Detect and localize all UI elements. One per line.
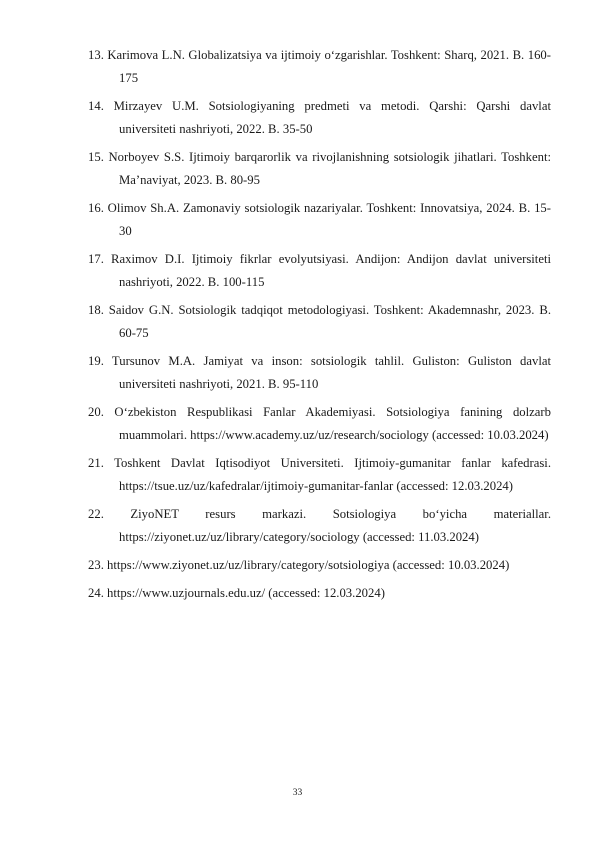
reference-item-13: 13. Karimova L.N. Globalizatsiya va ijtimoiy o‘zgarishlar. Toshkent: Sharq, 2021. B. 160-175 <box>88 48 551 85</box>
reference-item-18: 18. Saidov G.N. Sotsiologik tadqiqot metodologiyasi. Toshkent: Akademnashr, 2023. B. 60-75 <box>88 303 551 340</box>
reference-list <box>88 44 551 610</box>
reference-item-24: 24. https://www.uzjournals.edu.uz/ (accessed: 12.03.2024) <box>88 586 385 600</box>
reference-item-14: 14. Mirzayev U.M. Sotsiologiyaning predmeti va metodi. Qarshi: Qarshi davlat universiteti nashriyoti, 2022. B. 35-50 <box>88 99 551 136</box>
reference-item-16: 16. Olimov Sh.A. Zamonaviy sotsiologik nazariyalar. Toshkent: Innovatsiya, 2024. B. 15-30 <box>88 201 551 238</box>
reference-item-17: 17. Raximov D.I. Ijtimoiy fikrlar evolyutsiyasi. Andijon: Andijon davlat universiteti nashriyoti, 2022. B. 100-115 <box>88 252 551 289</box>
reference-item-20: 20. O‘zbekiston Respublikasi Fanlar Akademiyasi. Sotsiologiya fanining dolzarb muammolari. https://www.academy.uz/uz/research/sociology (accessed: 10.03.2024) <box>88 405 551 442</box>
reference-item-15: 15. Norboyev S.S. Ijtimoiy barqarorlik va rivojlanishning sotsiologik jihatlari. Toshkent: Ma’naviyat, 2023. B. 80-95 <box>88 150 551 187</box>
reference-item-23: 23. https://www.ziyonet.uz/uz/library/category/sotsiologiya (accessed: 10.03.2024) <box>88 558 510 572</box>
reference-item-19: 19. Tursunov M.A. Jamiyat va inson: sotsiologik tahlil. Guliston: Guliston davlat universiteti nashriyoti, 2021. B. 95-110 <box>88 354 551 391</box>
reference-item-21: 21. Toshkent Davlat Iqtisodiyot Universiteti. Ijtimoiy-gumanitar fanlar kafedrasi. https://tsue.uz/uz/kafedralar/ijtimoiy-gumanitar-fanlar (accessed: 12.03.2024) <box>88 456 551 493</box>
page-number: 33 <box>292 788 303 798</box>
reference-item-22: 22. ZiyoNET resurs markazi. Sotsiologiya bo‘yicha materiallar. https://ziyonet.uz/uz/library/category/sociology (accessed: 11.03.2024) <box>88 507 551 544</box>
